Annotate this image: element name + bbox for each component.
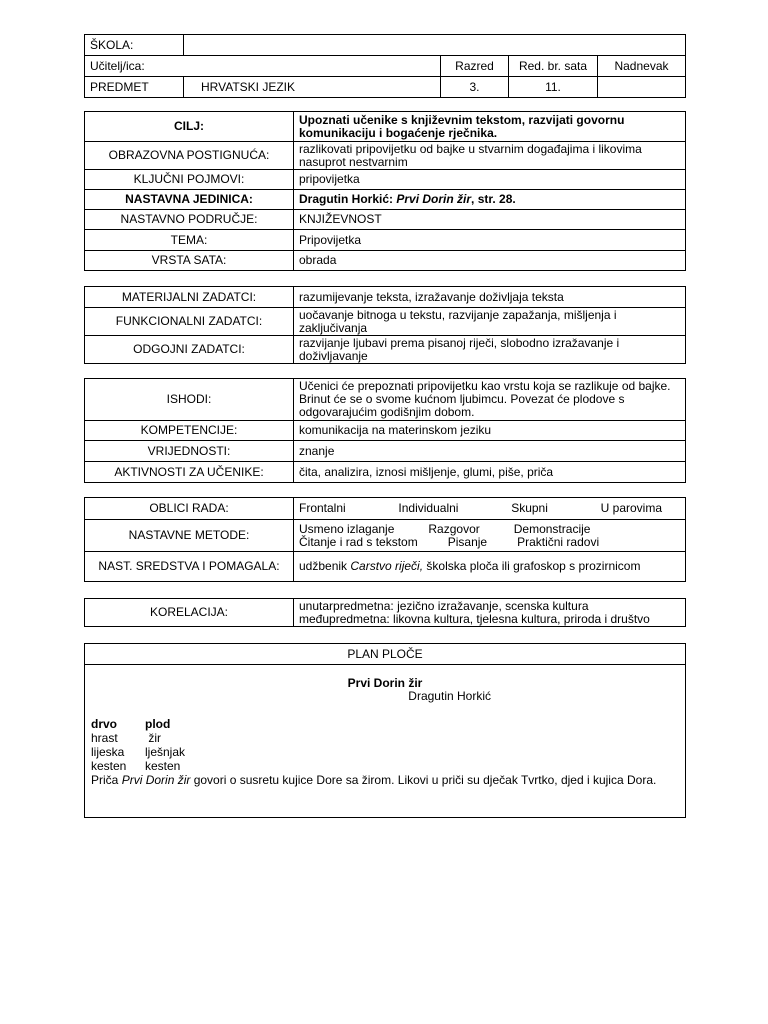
pojmovi-value: pripovijetka: [294, 170, 686, 190]
metode-item: Razgovor: [428, 521, 480, 536]
kompetencije-label: KOMPETENCIJE:: [85, 421, 294, 441]
korelacija-line: unutarpredmetna: jezično izražavanje, scenska kultura: [299, 598, 589, 613]
podrucje-value: KNJIŽEVNOST: [294, 210, 686, 230]
correlation-table: [84, 598, 686, 627]
ishodi-label: ISHODI:: [85, 379, 294, 421]
summary-post: govori o susretu kujice Dore sa žirom. Likovi u priči su dječak Tvrtko, djed i kujica Dora.: [190, 773, 657, 787]
drvo-cell: kesten: [91, 759, 127, 773]
vrijednosti-label: VRIJEDNOSTI:: [85, 441, 294, 462]
sredstva-post: školska ploča ili grafoskop s prozirnicom: [423, 559, 641, 573]
header-table: [84, 34, 686, 98]
korelacija-value: [294, 599, 686, 627]
tema-value: Pripovijetka: [294, 230, 686, 251]
tasks-table: [84, 286, 686, 364]
oblici-item: Frontalni: [299, 501, 346, 515]
podrucje-label: NASTAVNO PODRUČJE:: [85, 210, 294, 230]
tema-label: TEMA:: [85, 230, 294, 251]
pojmovi-label: KLJUČNI POJMOVI:: [85, 170, 294, 190]
oblici-item: Skupni: [511, 501, 548, 515]
drvo-cell: lijeska: [91, 745, 125, 759]
word-row: [91, 731, 679, 745]
metode-item: Čitanje i rad s tekstom: [299, 534, 418, 549]
jedinica-value: [294, 190, 686, 210]
plan-author: Dragutin Horkić: [408, 689, 491, 703]
methods-table: [84, 497, 686, 582]
metode-value: [294, 520, 686, 552]
materijalni-label: MATERIJALNI ZADATCI:: [85, 287, 294, 308]
plan-summary: [91, 773, 679, 787]
aktivnosti-value: čita, analizira, iznosi mišljenje, glumi, piše, priča: [294, 462, 686, 483]
predmet-label: PREDMET: [85, 77, 184, 98]
sredstva-value: [294, 552, 686, 582]
skola-label: ŠKOLA:: [85, 35, 184, 56]
word-row: [91, 759, 679, 773]
board-plan-table: [84, 643, 686, 818]
odgojni-value: razvijanje ljubavi prema pisanoj riječi, slobodno izražavanje i doživljavanje: [294, 336, 686, 364]
cilj-value: Upoznati učenike s književnim tekstom, razvijati govornu komunikaciju i bogaćenje rječnika.: [294, 112, 686, 142]
plan-title: Prvi Dorin žir: [347, 676, 423, 690]
oblici-item: Individualni: [398, 501, 459, 515]
korelacija-label: KORELACIJA:: [85, 599, 294, 627]
red-br-value: 11.: [509, 77, 598, 98]
word-list-header: [91, 717, 679, 731]
plod-cell: žir: [145, 731, 161, 745]
word-list: [91, 717, 679, 787]
skola-value: [184, 35, 686, 56]
jedinica-label: NASTAVNA JEDINICA:: [85, 190, 294, 210]
metode-item: Demonstracije: [513, 521, 591, 536]
razred-label: Razred: [441, 56, 509, 77]
oblici-list: [299, 502, 680, 515]
jedinica-author: Dragutin Horkić:: [299, 192, 397, 206]
odgojni-label: ODGOJNI ZADATCI:: [85, 336, 294, 364]
funkcionalni-value: uočavanje bitnoga u tekstu, razvijanje zapažanja, mišljenja i zaključivanja: [294, 308, 686, 336]
ishodi-value: Učenici će prepoznati pripovijetku kao vrstu koja se razlikuje od bajke. Brinut će se o svome kućnom ljubimcu. Povezat će plodove s odgovarajućim godišnjim dobom.: [294, 379, 686, 421]
summary-pre: Priča: [91, 773, 122, 787]
plod-cell: kesten: [145, 759, 181, 773]
sredstva-label: NAST. SREDSTVA I POMAGALA:: [85, 552, 294, 582]
vrsta-value: obrada: [294, 251, 686, 271]
plan-header: PLAN PLOČE: [85, 644, 686, 665]
oblici-value: [294, 498, 686, 520]
red-br-label: Red. br. sata: [509, 56, 598, 77]
drvo-header: drvo: [91, 717, 118, 731]
razred-value: 3.: [441, 77, 509, 98]
nadnevak-label: Nadnevak: [598, 56, 686, 77]
jedinica-page: , str. 28.: [471, 192, 516, 206]
sredstva-pre: udžbenik: [299, 559, 351, 573]
vrijednosti-value: znanje: [294, 441, 686, 462]
ucitelj-label: Učitelj/ica:: [85, 56, 441, 77]
jedinica-title: Prvi Dorin žir: [396, 192, 472, 206]
funkcionalni-label: FUNKCIONALNI ZADATCI:: [85, 308, 294, 336]
postignuca-label: OBRAZOVNA POSTIGNUĆA:: [85, 142, 294, 170]
plan-body: [85, 665, 686, 818]
metode-item: Pisanje: [447, 534, 488, 549]
drvo-cell: hrast: [91, 731, 118, 745]
metode-row: [299, 523, 680, 536]
oblici-item: U parovima: [600, 501, 662, 515]
metode-item: Praktični radovi: [517, 534, 600, 549]
vrsta-label: VRSTA SATA:: [85, 251, 294, 271]
postignuca-value: razlikovati pripovijetku od bajke u stvarnim događajima i likovima nasuprot nestvarnim: [294, 142, 686, 170]
plod-cell: lješnjak: [145, 745, 186, 759]
outcomes-table: [84, 378, 686, 483]
kompetencije-value: komunikacija na materinskom jeziku: [294, 421, 686, 441]
plod-header: plod: [145, 717, 171, 731]
nadnevak-value: [598, 77, 686, 98]
metode-row: [299, 536, 680, 549]
korelacija-line: međupredmetna: likovna kultura, tjelesna kultura, priroda i društvo: [299, 611, 650, 626]
cilj-label: CILJ:: [85, 112, 294, 142]
summary-title: Prvi Dorin žir: [121, 773, 191, 787]
metode-item: Usmeno izlaganje: [299, 521, 395, 536]
sredstva-title: Carstvo riječi,: [350, 559, 424, 573]
oblici-label: OBLICI RADA:: [85, 498, 294, 520]
word-row: [91, 745, 679, 759]
materijalni-value: razumijevanje teksta, izražavanje doživljaja teksta: [294, 287, 686, 308]
aktivnosti-label: AKTIVNOSTI ZA UČENIKE:: [85, 462, 294, 483]
metode-label: NASTAVNE METODE:: [85, 520, 294, 552]
predmet-value: HRVATSKI JEZIK: [184, 77, 441, 98]
lesson-table: [84, 111, 686, 271]
